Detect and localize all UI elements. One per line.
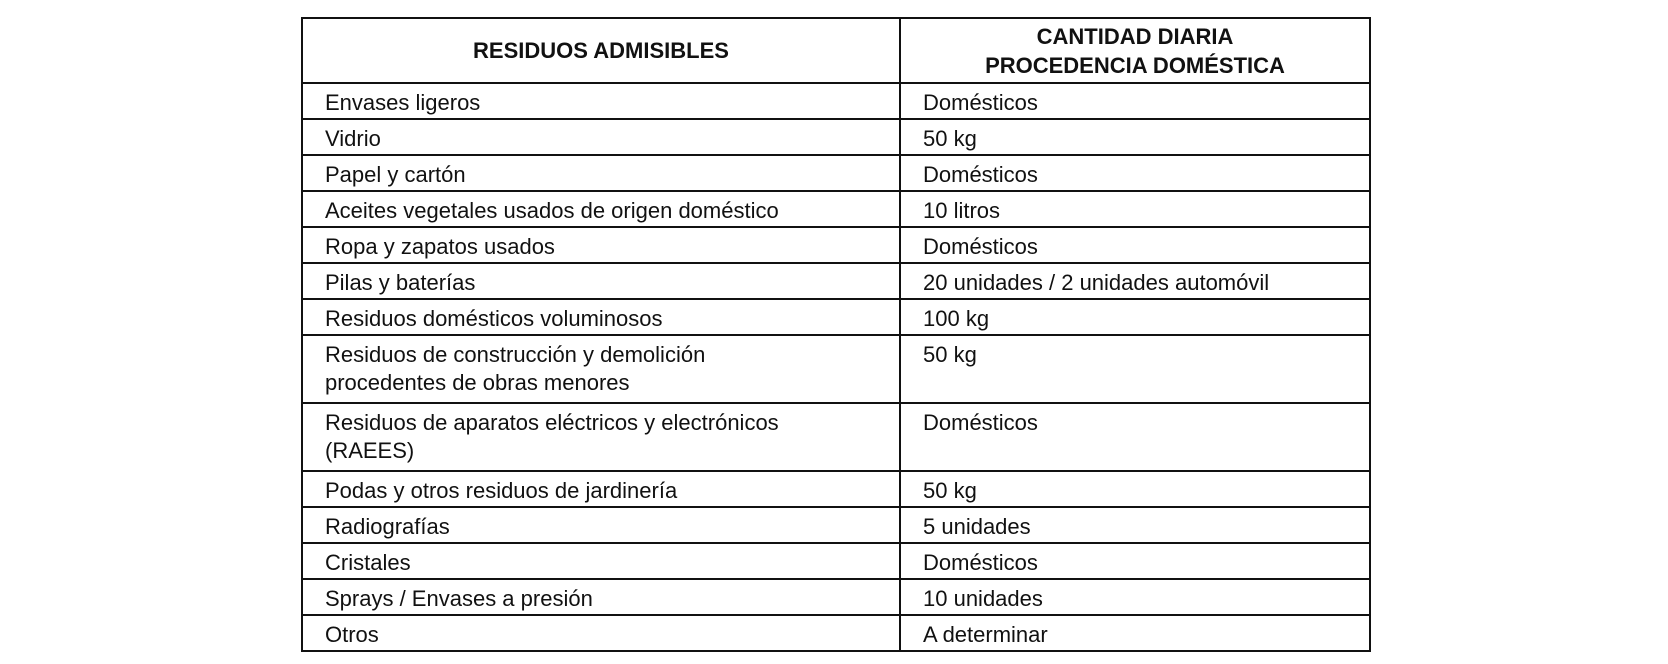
header-cantidad-diaria xyxy=(900,18,1370,83)
table-row xyxy=(302,507,1370,543)
table-row xyxy=(302,83,1370,119)
admissible-waste-table xyxy=(301,17,1371,652)
header-residuos-admisibles: RESIDUOS ADMISIBLES xyxy=(302,18,900,83)
cell-cantidad: 50 kg xyxy=(900,335,1370,403)
cell-residuo: Ropa y zapatos usados xyxy=(302,227,900,263)
cell-residuo-line2: procedentes de obras menores xyxy=(325,370,630,395)
cell-residuo: Radiografías xyxy=(302,507,900,543)
cell-cantidad: 10 unidades xyxy=(900,579,1370,615)
table-row xyxy=(302,543,1370,579)
cell-residuo-line1: Residuos de aparatos eléctricos y electrónicos xyxy=(325,410,779,435)
cell-cantidad: Domésticos xyxy=(900,83,1370,119)
table-row xyxy=(302,579,1370,615)
table-row xyxy=(302,335,1370,403)
cell-residuo: Envases ligeros xyxy=(302,83,900,119)
cell-residuo: Otros xyxy=(302,615,900,651)
table-row xyxy=(302,191,1370,227)
table-row xyxy=(302,227,1370,263)
cell-residuo: Sprays / Envases a presión xyxy=(302,579,900,615)
table-row xyxy=(302,155,1370,191)
cell-cantidad: 50 kg xyxy=(900,471,1370,507)
cell-residuo: Cristales xyxy=(302,543,900,579)
cell-residuo: Residuos domésticos voluminosos xyxy=(302,299,900,335)
cell-residuo-line2: (RAEES) xyxy=(325,438,415,463)
header-cantidad-line2: PROCEDENCIA DOMÉSTICA xyxy=(985,52,1285,78)
header-cantidad-line1: CANTIDAD DIARIA xyxy=(1036,23,1234,49)
cell-cantidad: 5 unidades xyxy=(900,507,1370,543)
cell-cantidad: 100 kg xyxy=(900,299,1370,335)
table-row xyxy=(302,471,1370,507)
table-row xyxy=(302,615,1370,651)
table-header-row xyxy=(302,18,1370,83)
table-row xyxy=(302,403,1370,471)
cell-residuo: Papel y cartón xyxy=(302,155,900,191)
table-row xyxy=(302,263,1370,299)
cell-residuo-line1: Residuos de construcción y demolición xyxy=(325,342,706,367)
cell-residuo xyxy=(302,335,900,403)
cell-cantidad: Domésticos xyxy=(900,403,1370,471)
cell-cantidad: A determinar xyxy=(900,615,1370,651)
cell-residuo: Podas y otros residuos de jardinería xyxy=(302,471,900,507)
cell-cantidad: 10 litros xyxy=(900,191,1370,227)
table-row xyxy=(302,299,1370,335)
cell-residuo: Aceites vegetales usados de origen doméstico xyxy=(302,191,900,227)
table-row xyxy=(302,119,1370,155)
cell-cantidad: 50 kg xyxy=(900,119,1370,155)
cell-residuo: Pilas y baterías xyxy=(302,263,900,299)
cell-cantidad: 20 unidades / 2 unidades automóvil xyxy=(900,263,1370,299)
cell-cantidad: Domésticos xyxy=(900,543,1370,579)
cell-cantidad: Domésticos xyxy=(900,227,1370,263)
cell-residuo: Vidrio xyxy=(302,119,900,155)
cell-residuo xyxy=(302,403,900,471)
cell-cantidad: Domésticos xyxy=(900,155,1370,191)
waste-table-container xyxy=(301,17,1369,652)
